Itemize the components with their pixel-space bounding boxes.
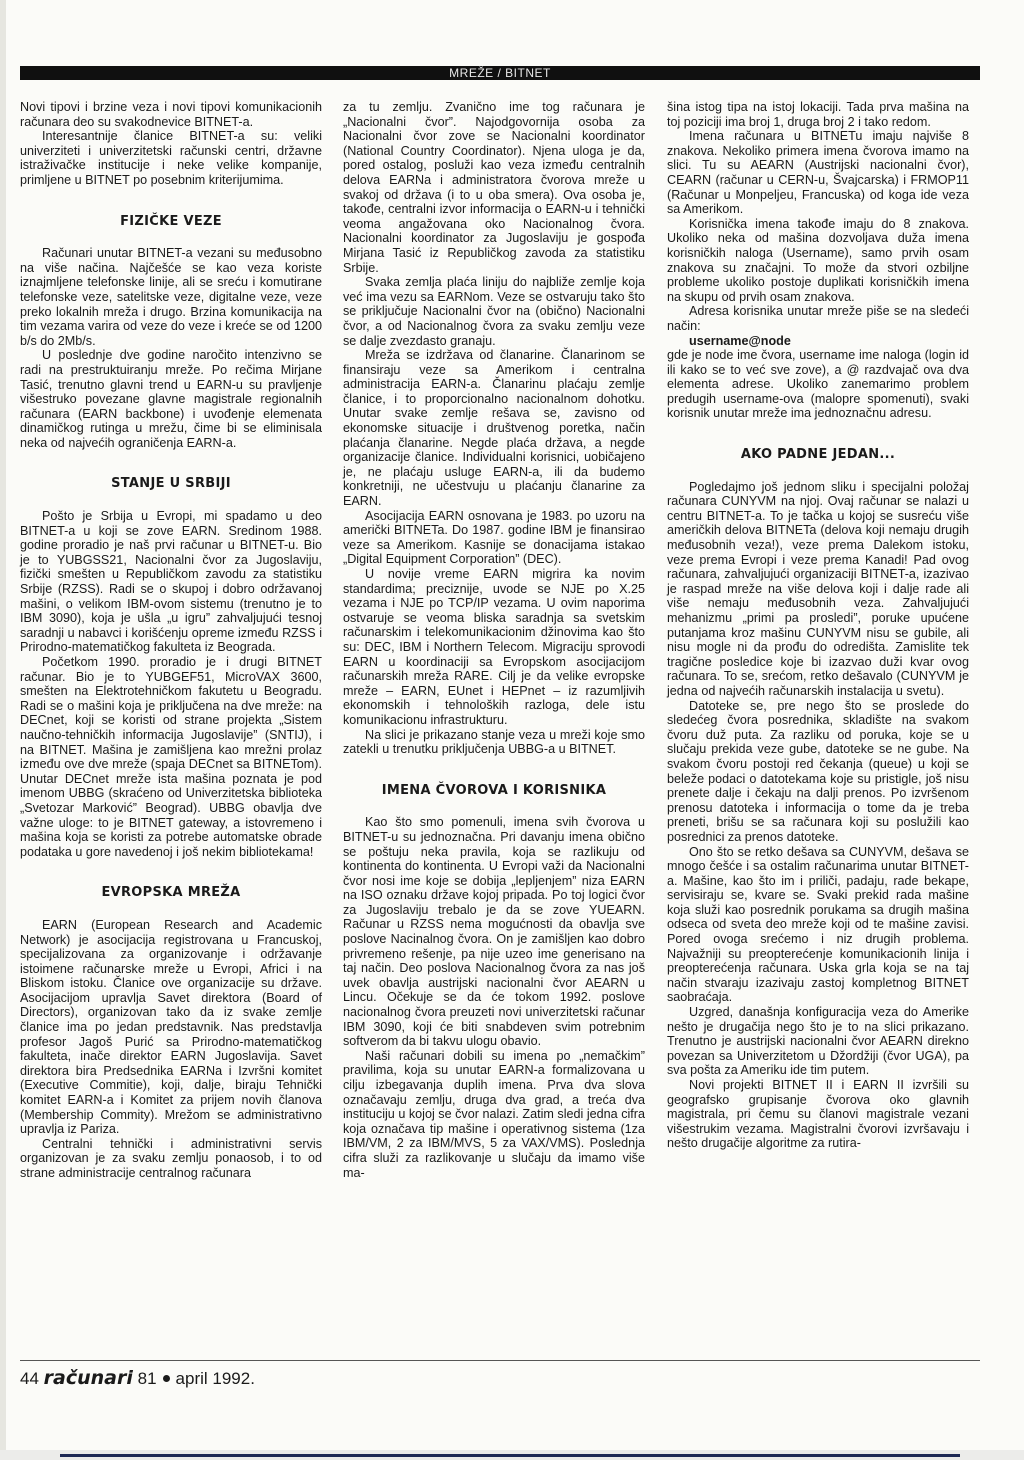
paragraph: U novije vreme EARN migrira ka novim standardima; preciznije, uvode se NJE po X.25 vezama i NJE po TCP/IP vezama. U ovim naporima ostvaruje se veoma bliska saradnja sa svetskim računarskim i telekomunikacionim džinovima kao što su: DEC, IBM i Northern Telecom. Migraciju sprovodi EARN u koordinaciji sa Evropskom asocijacijom računarskih mreža RARE. Cilj je da velike evropske mreže – EARN, EUnet i HEPnet – iz razumljivih ekonomskih i tehnoloških razloga, dele istu komunikacionu infrastrukturu. — [343, 567, 645, 727]
paragraph: Centralni tehnički i administrativni servis organizovan je za svaku zemlju ponaosob, i to od strane administracije centralnog računara — [20, 1136, 322, 1180]
paragraph: EARN (European Research and Academic Network) je asocijacija registrovana u Francuskoj, specijalizovana za organizovanje i održavanje istoimene računarske mreže u Evropi, Africi i na Bliskom istoku. Članice ove organizacije su države. Asocijacijom upravlja Savet direktora (Board of Directors), organizovan tako da iz svake zemlje članice ima po jedan predstavnik. Nas predstavlja profesor Jagoš Purić sa Prirodno-matematičkog fakulteta, inače direktor EARN Jugoslavija. Savet direktora bira Predsednika EARNa i Izvršni komitet (Executive Commitie), koji, dalje, biraju Tehnički komitet EARN-a i Komitet za prijem novih članova (Membership Commity). Mrežom se administrativno upravlja iz Pariza. — [20, 917, 322, 1137]
section-heading: STANJE U SRBIJI — [111, 476, 231, 492]
paragraph: Adresa korisnika unutar mreže piše se na sledeći način: — [667, 304, 969, 333]
issue-number: 81 — [137, 1369, 157, 1388]
paragraph: Interesantnije članice BITNET-a su: veliki univerziteti i univerzitetski računski centri, državne istraživačke institucije i neke velike kompanije, primljene u BITNET po posebnim kriterijumima. — [20, 129, 322, 187]
section-heading: AKO PADNE JEDAN... — [740, 446, 896, 463]
column-3 — [667, 100, 969, 1151]
paragraph: Kao što smo pomenuli, imena svih čvorova u BITNET-u su jednoznačna. Pri davanju imena obično se poštuju neka pravila, koja se razlikuju od kontinenta do kontinenta. U Evropi važi da Nacionalni čvor nosi ime koje se dobija „lepljenjem” niza EARN na ISO oznaku države kojoj pripada. Po toj logici čvor za Jugoslaviju trebalo je da se zove YUEARN. Računar u RZSS nema mogućnosti da obavlja sve poslove Nacinalnog čvora. On je zamišljen kao dobro privremeno rešenje, pa nije uzeo ime generisano na taj način. Deo poslova Nacionalnog čvora za nas još uvek obavlja austrijski nacionalni čvor AEARN u Lincu. Očekuje se da će tokom 1992. poslove nacionalnog čvora preuzeti novi univerzitetski računar IBM 3090, koji će biti snabdeven svim potrebnim softverom da bi takvu ulogu obavio. — [343, 815, 645, 1049]
paragraph: Računari unutar BITNET-a vezani su međusobno na više načina. Najčešće se kao veza koriste iznajmljene telefonske linije, ali se sreću i komutirane telefonske veze, satelitske veze, digitalne veze, veze preko lokalnih mreža i drugo. Brzina komunikacija na tim vezama varira od veze do veze i kreće se od 1200 b/s do 2Mb/s. — [20, 246, 322, 348]
bullet-icon — [163, 1375, 170, 1382]
paragraph: Svaka zemlja plaća liniju do najbliže zemlje koja već ima vezu sa EARNom. Veze se ostvaruju tako što se priključuje Nacionalni čvor na (obično) Nacionalni čvor, a od Nacionalnog čvora za svaku zemlju veze se dalje zvezdasto granaju. — [343, 275, 645, 348]
paragraph: Mreža se izdržava od članarine. Članarinom se finansiraju veze sa Amerikom i centralna administracija EARN-a. Članarinu plaćaju zemlje članice, i to proporcionalno nacionalnom dohotku. Unutar svake zemlje rešava se, zavisno od ekonomske situacije i društvenog poretka, način plaćanja članarine. Negde plaća država, a negde organizacije članice. Individualni korisnici, uobičajeno je, ne plaćaju usluge EARN-a, ili da budemo konkretniji, ne učestvuju u plaćanju članarine za EARN. — [343, 348, 645, 509]
paragraph: Novi projekti BITNET II i EARN II izvršili su geografsko grupisanje čvorova oko glavnih magistrala, pri čemu su članovi magistrale vezani višestrukim vezama. Magistralni čvorovi izvršavaju i nešto drugačije algoritme za rutira- — [667, 1078, 969, 1151]
paragraph: Pogledajmo još jednom sliku i specijalni položaj računara CUNYVM na njoj. Ovaj računar se nalazi u centru BITNET-a. To je tačka u kojoj se susreću više američkih delova BITNETa (delova koji nemaju drugih međusobnih veza!), veze prema Dalekom istoku, veze prema Evropi i veze prema Kanadi! Pad ovog računara, zahvaljujući organizaciji BITNET-a, izazivao je raspad mreže na više delova koji i dalje rade ali više nemaju međusobnih veza. Zahvaljujući mehanizmu „primi pa prosledi”, poruke upućene putanjama kroz mašinu CUNYVM nisu se gubile, ali nisu mogle ni da prođu do odredišta. Zamislite tek tragične posledice koje bi izazvao duži kvar ovog računara. To se, srećom, retko dešavalo (CUNYVM je jedna od najvećih računarskih instalacija u svetu). — [667, 479, 969, 698]
paragraph: gde je node ime čvora, username ime naloga (login id ili kako se to već sve zove), a @ razdvajač ova dva elementa adrese. Ukoliko zanemarimo problem predugih username-ova (malopre spomenuti), svaki korisnik unutar mreže ima jednoznačnu adresu. — [667, 348, 969, 421]
paragraph: Pošto je Srbija u Evropi, mi spadamo u deo BITNET-a u koji se zove EARN. Sredinom 1988. godine proradio je naš prvi računar u BITNET-u. Bio je to YUBGSS21, Nacionalni čvor za Jugoslaviju, fizički smešten u Republičkom zavodu za statistiku Srbije (RZSS). Radi se o skupoj i dobro održavanoj mašini, o velikom IBM-ovom sistemu (trenutno je to IBM 3090), koja je ušla „u igru” zahvaljujući tesnoj saradnji u nabavci i korišćenju opreme između RZSS i Prirodno-matematičkog fakulteta iz Beograda. — [20, 509, 322, 655]
paragraph: U poslednje dve godine naročito intenzivno se radi na prestruktuiranju mreže. Po rečima Mirjane Tasić, trenutno glavni trend u EARN-u su pravljenje višestruko povezane glavne magistrale regionalnih računara (EARN backbone) i uvođenje elemenata dinamičkog rutinga u mrežu, čime bi se eliminisala neka od najvećih ograničenja EARN-a. — [20, 348, 322, 450]
paragraph: Imena računara u BITNETu imaju najviše 8 znakova. Nekoliko primera imena čvorova imamo na slici. Tu su AEARN (Austrijski nacionalni čvor), CEARN (računar u CERN-u, Švajcarska) i FRMOP11 (Računar u Monpeljeu, Francuska) od koga ide veza sa Amerikom. — [667, 129, 969, 217]
footer-rule — [20, 1360, 980, 1361]
paragraph: Novi tipovi i brzine veza i novi tipovi komunikacionih računara deo su svakodnevice BITNET-a. — [20, 100, 322, 129]
paragraph: Ono što se retko dešava sa CUNYVM, dešava se mnogo češće i sa ostalim računarima unutar BITNET-a. Mašine, kao što im i priliči, padaju, rade bekape, servisiraju se, kvare se. Svaki prekid rada mašine koja služi kao posrednik porukama sa drugih mašina odseca od sveta deo mreže koji od te mašine zavisi. Pored ovoga srećemo i niz drugih problema. Najvažniji su preopterećenje komunikacionih linija i preopterećenja računara. Uska grla koja se na taj način stvaraju izazivaju zastoj kompletnog BITNET saobraćaja. — [667, 844, 969, 1005]
column-2 — [343, 100, 645, 1180]
paragraph: Uzgred, današnja konfiguracija veza do Amerike nešto je drugačija nego što je to na slici prikazano. Trenutno je austrijski nacionalni čvor AEARN direkno povezan sa Univerzitetom u Džordžiji (čvor UGA), pa sva pošta za Ameriku ide tim putem. — [667, 1005, 969, 1078]
column-1 — [20, 100, 322, 1181]
section-heading: EVROPSKA MREŽA — [101, 884, 241, 901]
paragraph: Korisnička imena takođe imaju do 8 znakova. Ukoliko neka od mašina dozvoljava duža imena korisničkih naloga (Username), samo prvih osam znakova su značajni. To može da stvori ozbiljne probleme ukoliko postoje duplikati korisničkih imena na skupu od prvih osam znakova. — [667, 216, 969, 304]
paragraph: šina istog tipa na istoj lokaciji. Tada prva mašina na toj poziciji ima broj 1, druga broj 2 i tako redom. — [667, 100, 969, 129]
section-header-bar — [20, 66, 980, 80]
scan-edge-bottom — [0, 1450, 1024, 1460]
paragraph: Asocijacija EARN osnovana je 1983. po uzoru na američki BITNETa. Do 1987. godine IBM je finansirao veze sa Amerikom. Kasnije se donacijama istakao „Digital Equipment Corporation” (DEC). — [343, 508, 645, 567]
page-number: 44 — [20, 1369, 39, 1388]
issue-date: april 1992. — [175, 1369, 255, 1388]
scan-edge — [0, 0, 6, 1460]
page-footer — [20, 1368, 255, 1389]
magazine-name: računari — [43, 1367, 133, 1389]
paragraph: Početkom 1990. proradio je i drugi BITNET računar. Bio je to YUBGEF51, MicroVAX 3600, smešten na Elektrotehničkom fakutetu u Beogradu. Radi se o mašini koja je priključena na dve mreže: na DECnet, koji se koristi od strane projekta „Sistem naučno-tehničkih informacija Jugoslavije” (SNTIJ), i na BITNET. Mašina je zamišljena kao mrežni prolaz između ove dve mreže (spaja DECnet sa BITNETom). Unutar DECnet mreže ista mašina poznata je pod imenom UBBG (skraćeno od Univerzitetska biblioteka „Svetozar Marković” Beograd). UBBG obavlja dve važne uloge: to je BITNET gateway, a istovremeno i mašina koja se koristi za potrebe automatske obrade podataka u gore navedenoj i još nekim bibliotekama! — [20, 655, 322, 859]
paragraph: Na slici je prikazano stanje veza u mreži koje smo zatekli u trenutku priključenja UBBG-a u BITNET. — [343, 727, 645, 757]
paragraph: za tu zemlju. Zvanično ime tog računara je „Nacionalni čvor”. Najodgovornija osoba za Nacionalni čvor zove se Nacionalni koordinator (National Country Coordinator). Njena uloga je da, pored ostalog, posluži kao veza između centralnih delova EARNa i administratora čvorova mreže u svakoj od država (i to u oba smera). Ova osoba je, takođe, centralni izvor informacija o EARN-u i tehnički veoma angažovana oko Nacionalnog čvora. Nacionalni koordinator za Jugoslaviju je gospođa Mirjana Tasić iz Republičkog zavoda za statistiku Srbije. — [343, 100, 645, 275]
section-heading: FIZIČKE VEZE — [120, 213, 222, 229]
section-heading: IMENA ČVOROVA I KORISNIKA — [381, 782, 607, 799]
section-title: MREŽE / BITNET — [449, 66, 551, 80]
paragraph: Datoteke se, pre nego što se proslede do sledećeg čvora posrednika, skladište na svakom čvoru duž puta. Za razliku od poruka, koje se u slučaju prekida veze gube, datoteke se ne gube. Na svakom čvoru postoji red čekanja (queue) u koji se beleže podaci o datotekama koje su pristigle, još nisu prenete dalje i čekaju na dalji prenos. Po izvršenom prenosu datoteka i informacija o tome da je treba preneti, brišu se sa računara koji su poslužili kao posrednici za prenos datoteke. — [667, 698, 969, 844]
address-format: username@node — [689, 333, 791, 348]
paragraph: Naši računari dobili su imena po „nemačkim” pravilima, koja su unutar EARN-a formalizovana u cilju izbegavanja duplih imena. Prva dva slova označavaju zemlju, druga dva grad, a treća dva instituciju u kojoj se čvor nalazi. Zatim sledi jedna cifra koja označava tip mašine i operativnog sistema (1za IBM/VM, 2 za IBM/MVS, 5 za VAX/VMS). Poslednja cifra služi za razlikovanje u slučaju da imamo više ma- — [343, 1048, 645, 1180]
